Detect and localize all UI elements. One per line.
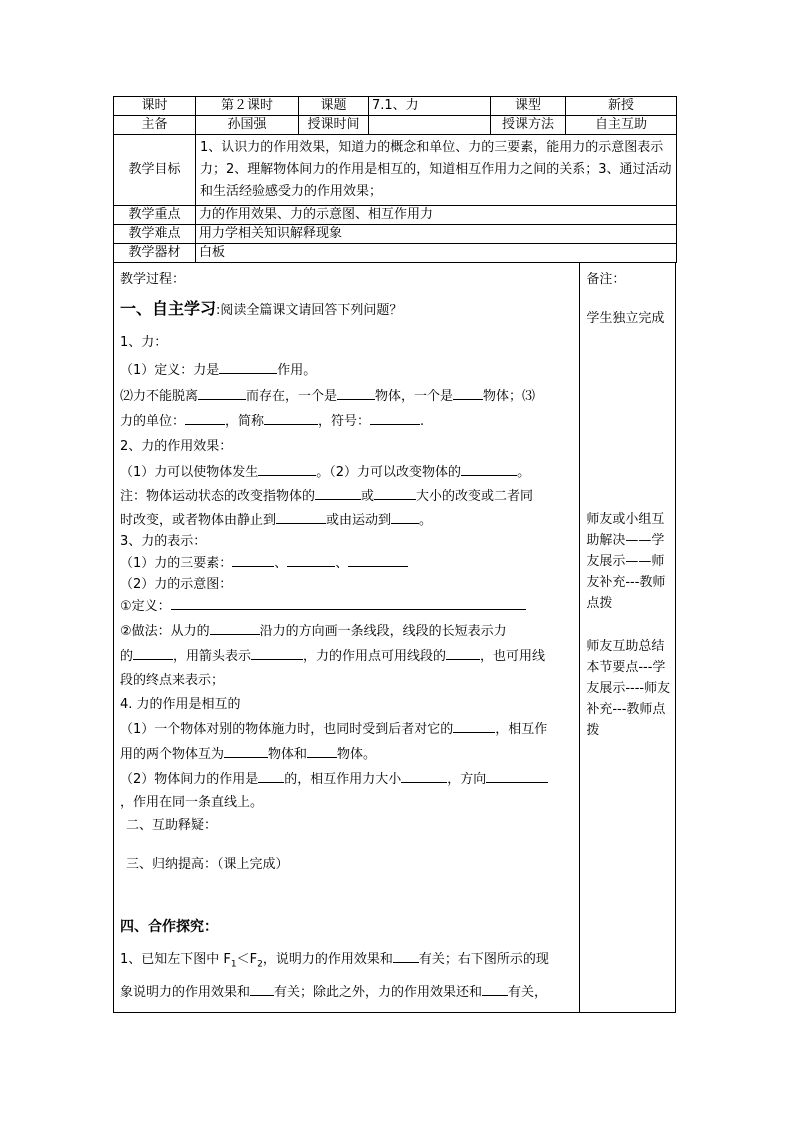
question-1-line-1: 1、已知左下图中 $F_1<F_2$，说明力的作用效果和 有关；右下图所示的现 <box>120 948 573 977</box>
note-line-1: 注：物体运动状态的改变指物体的 或 大小的改变或二者同 <box>120 485 573 507</box>
value-preparer: 孙国强 <box>196 116 299 135</box>
value-type: 新授 <box>566 97 677 116</box>
blank <box>224 743 268 758</box>
label-preparer: 主备 <box>114 116 196 135</box>
process-column <box>114 263 580 1012</box>
blank <box>185 410 225 425</box>
label-method: 授课方法 <box>491 116 566 135</box>
objectives-row <box>114 135 677 206</box>
mutual-line-1: （1）一个物体对别的物体施力时，也同时受到后者对它的 ，相互作 <box>120 718 573 740</box>
blank <box>232 552 274 567</box>
value-period: 第２课时 <box>196 97 299 116</box>
three-elements: （1）力的三要素： 、 、 <box>120 552 573 574</box>
equipment-text: 白板 <box>196 244 677 263</box>
value-topic: 7.1、力 <box>369 97 491 116</box>
note-1: 学生独立完成 <box>586 311 665 326</box>
blank <box>482 981 508 996</box>
section-2-title: 二、互助释疑： <box>126 818 218 833</box>
section-1-heading <box>120 296 573 324</box>
label-topic: 课题 <box>299 97 369 116</box>
blank <box>370 410 420 425</box>
header-row-2 <box>114 116 677 135</box>
label-period: 课时 <box>114 97 196 116</box>
blank <box>461 461 517 476</box>
blank <box>133 645 173 660</box>
blank <box>453 385 483 400</box>
blank <box>198 385 246 400</box>
blank <box>251 645 303 660</box>
mutual-line-3: （2）物体间力的作用是 的，相互作用力大小 ，方向 <box>120 768 573 790</box>
blank <box>264 410 318 425</box>
label-time: 授课时间 <box>299 116 369 135</box>
note-3: 师友互助总结本节要点---学友展示----师友补充---教师点拨 <box>586 639 671 738</box>
label-type: 课型 <box>491 97 566 116</box>
label-objectives: 教学目标 <box>114 135 196 206</box>
header-table <box>113 96 677 263</box>
blank <box>401 768 447 783</box>
force-definition: （1）定义：力是 作用。 <box>120 359 573 381</box>
difficulty-row <box>114 225 677 244</box>
label-key: 教学重点 <box>114 206 196 225</box>
blank <box>374 485 416 500</box>
difficulty-text: 用力学相关知识解释现象 <box>196 225 677 244</box>
blank <box>391 509 419 524</box>
label-equipment: 教学器材 <box>114 244 196 263</box>
item-effects: 2、力的作用效果： <box>120 439 233 454</box>
mutual-line-4: ，作用在同一条直线上。 <box>120 795 264 810</box>
blank <box>210 620 260 635</box>
header-row-1 <box>114 97 677 116</box>
section-1-subtitle: :阅读全篇课文请回答下列问题？ <box>216 303 403 318</box>
note-line-2: 时改变，或者物体由静止到 或由运动到 。 <box>120 509 573 531</box>
blank <box>337 385 375 400</box>
item-mutual: 4. 力的作用是相互的 <box>120 697 241 712</box>
method-line-3: 段的终点来表示； <box>120 673 225 688</box>
blank <box>250 981 274 996</box>
key-text: 力的作用效果、力的示意图、相互作用力 <box>196 206 677 225</box>
effects-line: （1）力可以使物体发生 。（2）力可以改变物体的 。 <box>120 461 573 483</box>
blank <box>348 552 408 567</box>
blank <box>315 485 361 500</box>
item-force: 1、力： <box>120 335 168 350</box>
key-row <box>114 206 677 225</box>
method-line-2: 的 ，用箭头表示 ，力的作用点可用线段的 ，也可用线 <box>120 645 573 667</box>
notes-title: 备注： <box>586 272 626 287</box>
mutual-line-2: 用的两个物体互为 物体和 物体。 <box>120 743 573 765</box>
force-line-2: ⑵力不能脱离 而存在，一个是 物体，一个是 物体；⑶ <box>120 385 573 407</box>
blank <box>258 768 284 783</box>
force-line-3: 力的单位： ，简称 ，符号： . <box>120 410 573 432</box>
value-time <box>369 116 491 135</box>
method-line-1: ②做法：从力的 沿力的方向画一条线段，线段的长短表示力 <box>120 620 573 642</box>
section-3-title: 三、归纳提高：（课上完成） <box>126 857 289 872</box>
label-difficulty: 教学难点 <box>114 225 196 244</box>
section-4-title: 四、合作探究： <box>120 919 218 935</box>
note-2: 师友或小组互助解决——学友展示——师友补充---教师点拨 <box>586 512 666 611</box>
process-title: 教学过程： <box>120 272 186 287</box>
diagram-definition: ①定义： <box>120 595 573 617</box>
blank <box>453 718 495 733</box>
item-representation: 3、力的表示： <box>120 534 207 549</box>
value-method: 自主互助 <box>566 116 677 135</box>
question-1-line-2: 象说明力的作用效果和 有关；除此之外，力的作用效果还和 有关， <box>120 981 573 1005</box>
blank <box>219 359 277 374</box>
lesson-plan <box>113 96 676 1013</box>
blank <box>486 768 548 783</box>
equipment-row <box>114 244 677 263</box>
blank <box>276 509 326 524</box>
blank <box>446 645 480 660</box>
blank <box>307 743 337 758</box>
notes-column <box>580 263 675 1012</box>
blank <box>287 552 335 567</box>
force-diagram: （2）力的示意图： <box>120 577 233 592</box>
blank <box>258 461 316 476</box>
blank <box>171 595 526 610</box>
objectives-text: 1、认识力的作用效果，知道力的概念和单位、力的三要素，能用力的示意图表示力；2、理解物体间力的作用是相互的，知道相互作用力之间的关系；3、通过活动和生活经验感受力的作用效果； <box>196 135 677 206</box>
process-section <box>113 263 676 1013</box>
blank <box>393 948 419 963</box>
section-1-title: 一、自主学习 <box>120 299 217 318</box>
